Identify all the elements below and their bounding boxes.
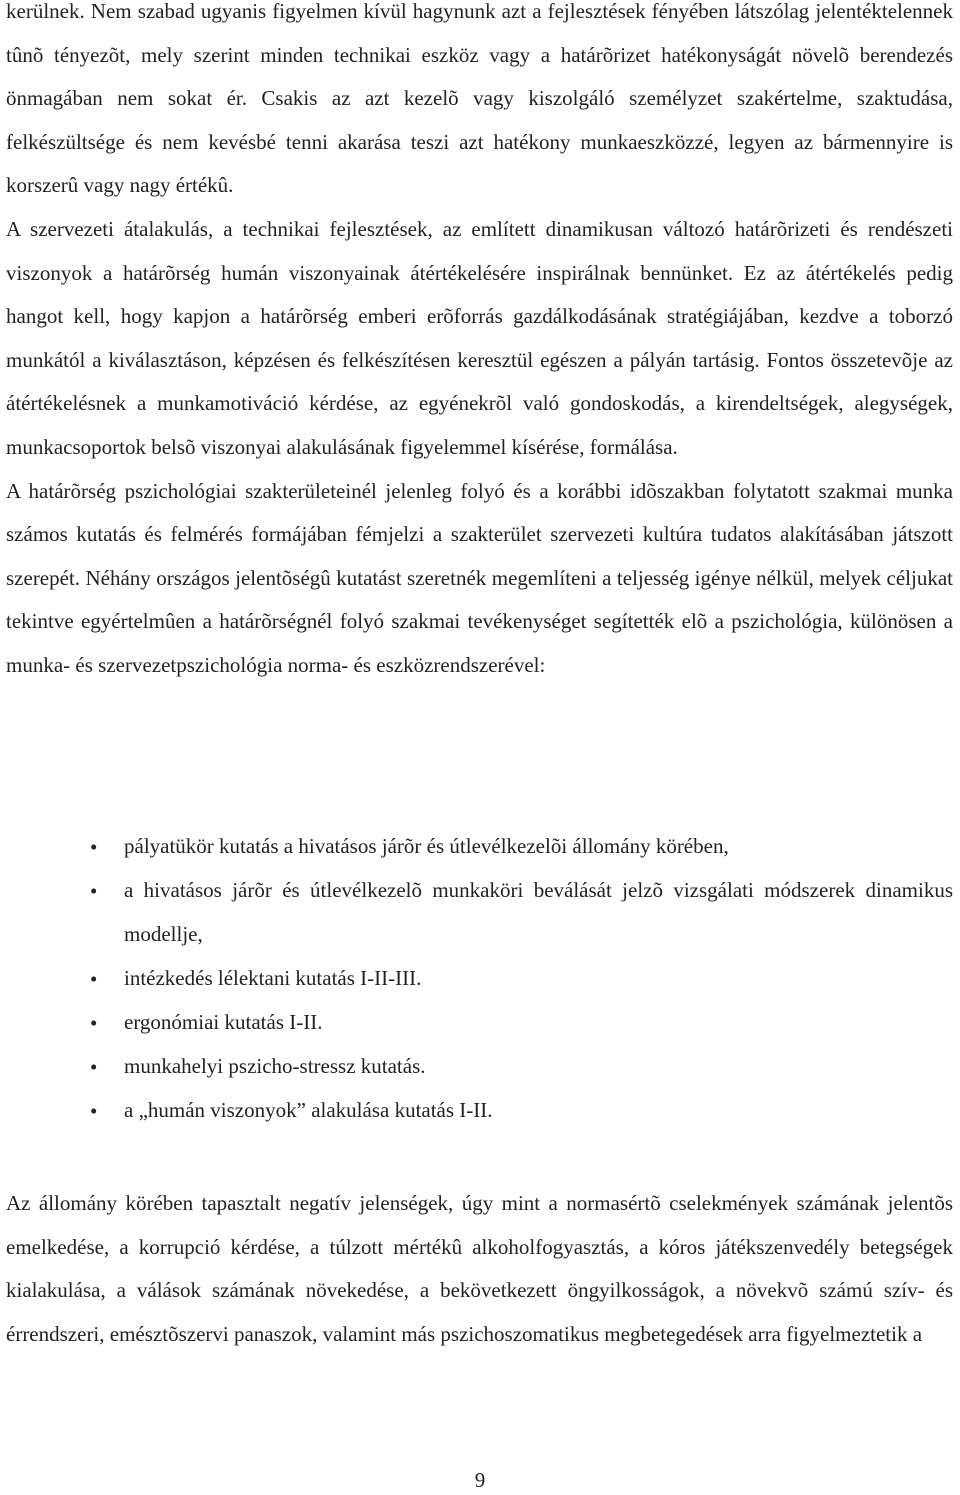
list-item [6,1044,953,1088]
list-item-text: a hivatásos járõr és útlevélkezelõ munkaköri beválását jelzõ vizsgálati módszerek dinamikus modellje, [124,878,953,946]
list-item-text: munkahelyi pszicho-stressz kutatás. [124,1054,426,1078]
paragraph-reorganization: A szervezeti átalakulás, a technikai fejlesztések, az említett dinamikusan változó határõrizeti és rendészeti viszonyok a határõrség humán viszonyainak átértékelésére inspirálnak bennünket. Ez az átértékelés pedig hangot kell, hogy kapjon a határõrség emberi erõforrás gazdálkodásának stratégiájában, kezdve a toborzó munkától a kiválasztáson, képzésen és felkészítésen keresztül egészen a pályán tartásig. Fontos összetevõje az átértékelésnek a munkamotiváció kérdése, az egyénekrõl való gondoskodás, a kirendeltségek, alegységek, munkacsoportok belsõ viszonyai alakulásának figyelemmel kísérése, formálása. [6,216,953,459]
list-item-text: a „humán viszonyok” alakulása kutatás I-II. [124,1098,493,1122]
body-text [6,0,953,688]
bullet-icon: • [90,967,98,991]
bullet-icon: • [90,1099,98,1123]
list-item [6,1088,953,1132]
paragraph-negative-phenomena: Az állomány körében tapasztalt negatív jelenségek, úgy mint a normasértõ cselekmények számának jelentõs emelkedése, a korrupció kérdése, a túlzott mértékû alkoholfogyasztás, a kóros játékszenvedély betegségek kialakulása, a válások számának növekedése, a bekövetkezett öngyilkosságok, a növekvõ számú szív- és érrendszeri, emésztõszervi panaszok, valamint más pszichoszomatikus megbetegedések arra figyelmeztetik a [6,1191,953,1346]
list-item [6,868,953,956]
bullet-icon: • [90,835,98,859]
bullet-icon: • [90,1055,98,1079]
closing-text [6,1182,953,1356]
research-list [6,824,953,1132]
page-number: 9 [474,1468,486,1492]
list-item-text: pályatükör kutatás a hivatásos járõr és útlevélkezelõi állomány körében, [124,834,729,858]
bullet-icon: • [90,879,98,903]
paragraph-research: A határõrség pszichológiai szakterületeinél jelenleg folyó és a korábbi idõszakban folytatott szakmai munka számos kutatás és felmérés formájában fémjelzi a szakterület szervezeti kultúra tudatos alakításában játszott szerepét. Néhány országos jelentõségû kutatást szeretnék megemlíteni a teljesség igénye nélkül, melyek céljukat tekintve egyértelmûen a határõrségnél folyó szakmai tevékenységet segítették elõ a pszichológia, különösen a munka- és szervezetpszichológia norma- és eszközrendszerével: [6,478,953,677]
paragraph-intro: kerülnek. Nem szabad ugyanis figyelmen kívül hagynunk azt a fejlesztések fényében látszólag jelentéktelennek tûnõ tényezõt, mely szerint minden technikai eszköz vagy a határõrizet hatékonyságát növelõ berendezés önmagában nem sokat ér. Csakis az azt kezelõ vagy kiszolgáló személyzet szakértelme, szaktudása, felkészültsége és nem kevésbé tenni akarása teszi azt hatékony munkaeszközzé, legyen az bármennyire is korszerû vagy nagy értékû. [6,0,953,198]
bullet-icon: • [90,1011,98,1035]
list-item [6,824,953,868]
list-item [6,956,953,1000]
list-item [6,1000,953,1044]
list-item-text: ergonómiai kutatás I-II. [124,1010,323,1034]
list-item-text: intézkedés lélektani kutatás I-II-III. [124,966,422,990]
